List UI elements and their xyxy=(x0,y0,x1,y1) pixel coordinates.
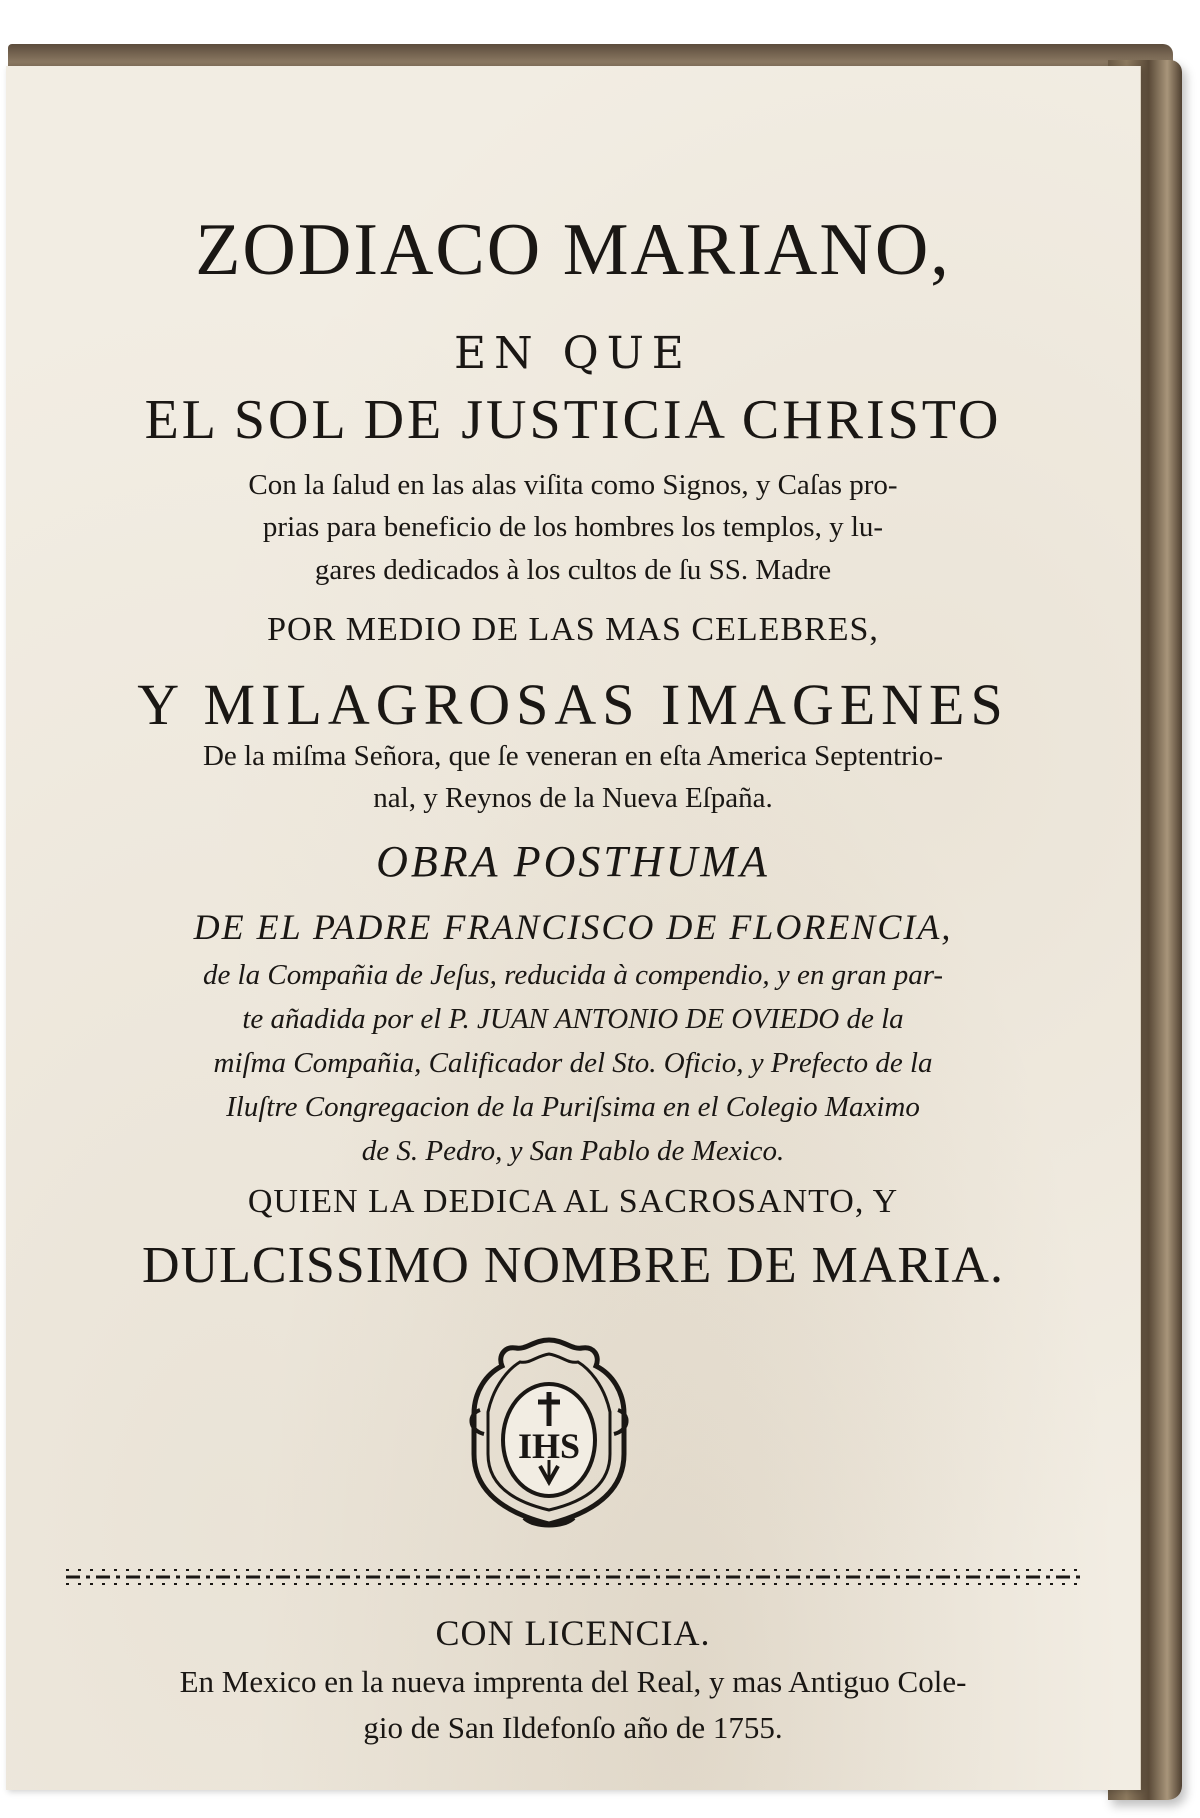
author-detail-line: de S. Pedro, y San Pablo de Mexico. xyxy=(361,1135,785,1167)
license-line: CON LICENCIA. xyxy=(435,1613,711,1653)
description-line: De la miſma Señora, que ſe veneran en eſta America Septentrio- xyxy=(202,740,943,772)
colophon-line: gio de San Ildefonſo año de 1755. xyxy=(363,1710,783,1745)
book-title: ZODIACO MARIANO, xyxy=(195,209,951,291)
ihs-emblem-icon xyxy=(464,1334,634,1530)
ornamental-rule xyxy=(66,1566,1080,1588)
description-line: nal, y Reynos de la Nueva Eſpaña. xyxy=(373,782,773,814)
description-line: Con la ſalud en las alas viſita como Signos, y Caſas pro- xyxy=(248,469,898,501)
title-page xyxy=(6,66,1141,1790)
heading-obra-posthuma: OBRA POSTHUMA xyxy=(376,837,770,886)
heading-milagrosas-imagenes: Y MILAGROSAS IMAGENES xyxy=(137,672,1009,737)
author-detail-line: de la Compañia de Jeſus, reducida à compendio, y en gran par- xyxy=(202,959,944,991)
heading-por-medio: POR MEDIO DE LAS MAS CELEBRES, xyxy=(267,611,879,648)
author-detail-line: miſma Compañia, Calificador del Sto. Oficio, y Prefecto de la xyxy=(213,1047,933,1079)
colophon-line: En Mexico en la nueva imprenta del Real, y mas Antiguo Cole- xyxy=(179,1664,967,1699)
author-detail-line: Iluſtre Congregacion de la Puriſsima en el Colegio Maximo xyxy=(226,1091,920,1123)
dedication-line: QUIEN LA DEDICA AL SACROSANTO, Y xyxy=(247,1183,899,1220)
description-line: prias para beneficio de los hombres los templos, y lu- xyxy=(262,511,884,543)
author-detail-line: te añadida por el P. JUAN ANTONIO DE OVIEDO de la xyxy=(242,1003,904,1035)
author-line: DE EL PADRE FRANCISCO DE FLORENCIA, xyxy=(193,907,953,947)
emblem-letters: IHS xyxy=(517,1426,581,1466)
subtitle-en-que: EN QUE xyxy=(454,328,692,379)
description-line: gares dedicados à los cultos de ſu SS. Madre xyxy=(314,554,832,586)
dedication-heading: DULCISSIMO NOMBRE DE MARIA. xyxy=(142,1237,1004,1294)
subtitle-sol-de-justicia: EL SOL DE JUSTICIA CHRISTO xyxy=(144,389,1002,451)
